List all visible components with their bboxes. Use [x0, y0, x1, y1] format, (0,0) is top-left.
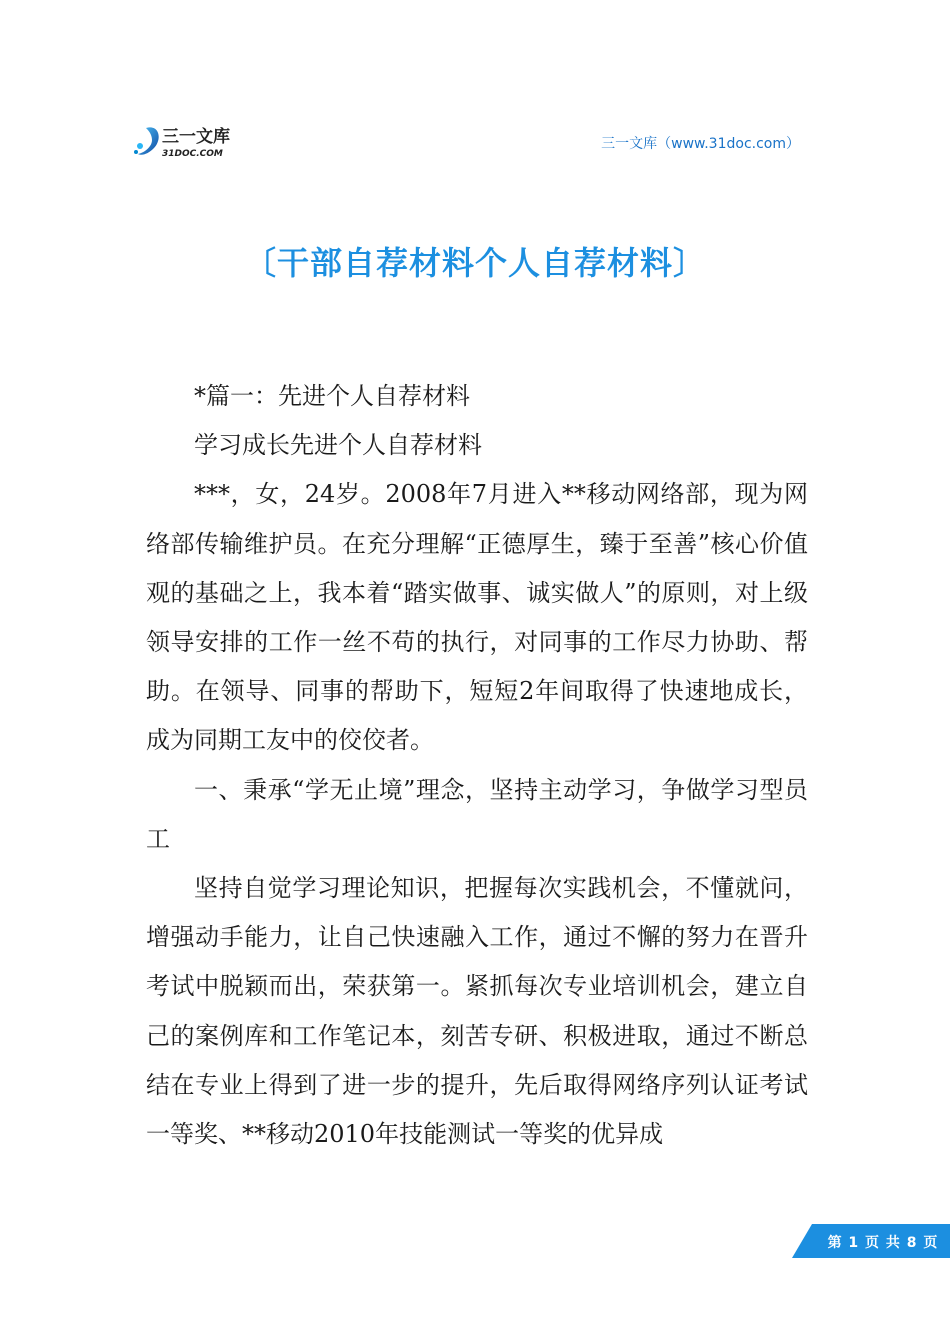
site-logo[interactable]	[132, 118, 252, 166]
page-indicator	[792, 1224, 950, 1258]
document-title: 〔干部自荐材料个人自荐材料〕	[243, 244, 706, 282]
logo-mark-icon	[132, 118, 252, 166]
body-paragraph: 一、秉承“学无止境”理念，坚持主动学习，争做学习型员工	[146, 775, 808, 853]
document-body	[146, 372, 808, 1159]
page-count-label: 第 1 页 共 8 页	[827, 1235, 939, 1251]
site-link[interactable]: 三一文库（www.31doc.com）	[601, 136, 800, 152]
logo-sub-text: 31DOC.COM	[162, 149, 223, 159]
body-paragraph: ***，女，24岁。2008年7月进入**移动网络部，现为网络部传输维护员。在充分理解“正德厚生，臻于至善”核心价值观的基础之上，我本着“踏实做事、诚实做人”的原则，对上级领导安排的工作一丝不苟的执行，对同事的工作尽力协助、帮助。在领导、同事的帮助下，短短2年间取得了快速地成长，成为同期工友中的佼佼者。	[146, 480, 808, 755]
section-heading: *篇一：先进个人自荐材料	[194, 382, 470, 410]
subsection-heading: 学习成长先进个人自荐材料	[194, 431, 482, 460]
body-paragraph: 坚持自觉学习理论知识，把握每次实践机会，不懂就问，增强动手能力，让自己快速融入工作，通过不懈的努力在晋升考试中脱颖而出，荣获第一。紧抓每次专业培训机会，建立自己的案例库和工作笔记本，刻苦专研、积极进取，通过不断总结在专业上得到了进一步的提升，先后取得网络序列认证考试一等奖、**移动2010年技能测试一等奖的优异成	[146, 874, 808, 1149]
logo-brand-text: 三一文库	[162, 127, 230, 147]
